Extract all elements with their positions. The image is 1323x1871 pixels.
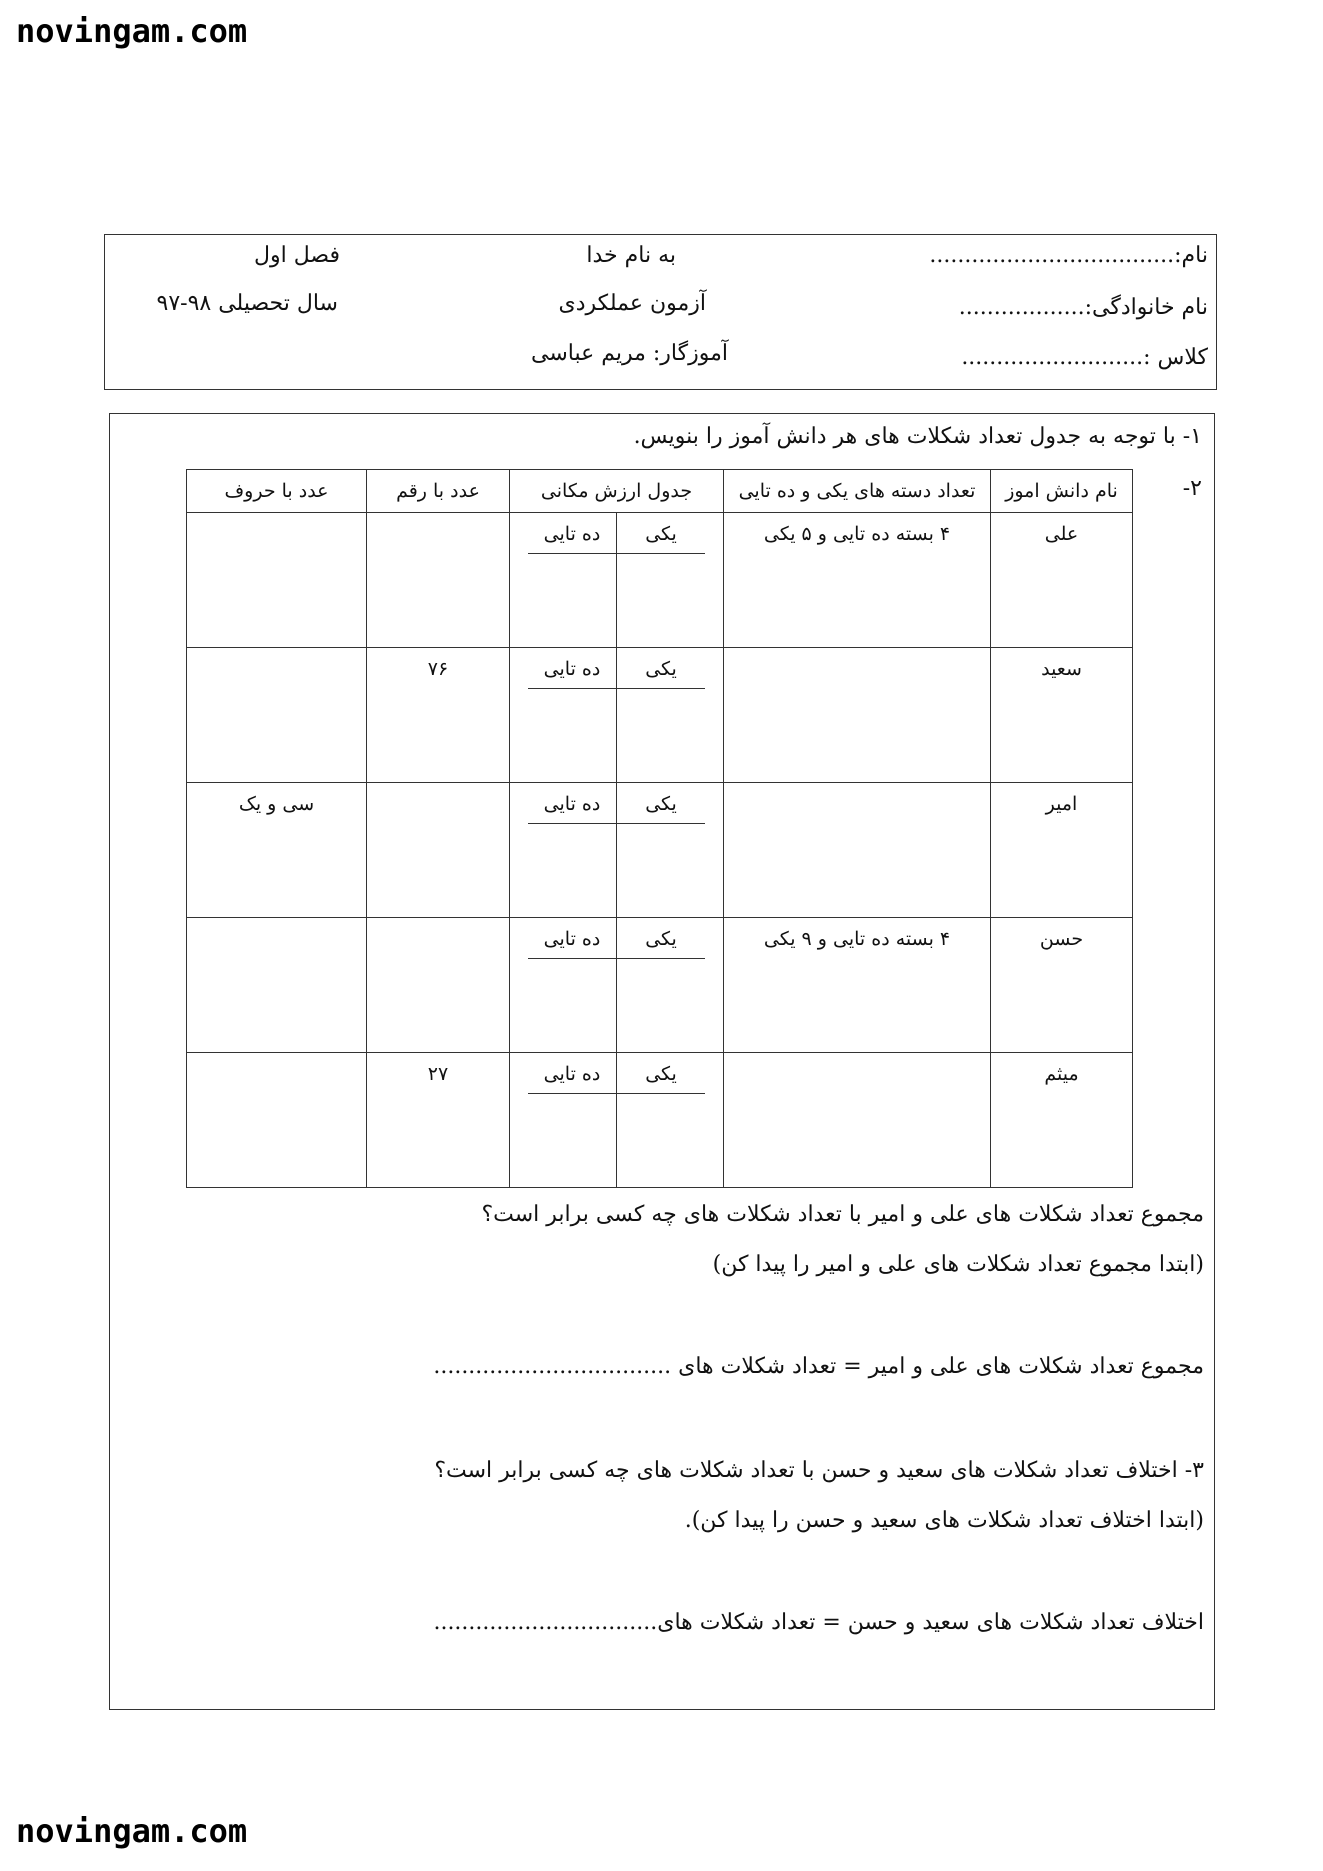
- student-name: امیر: [1045, 793, 1078, 815]
- sum-answer-line: مجموع تعداد شکلات های علی و امیر = تعداد شکلات های ..................................: [433, 1354, 1204, 1379]
- ones-label: یکی: [617, 793, 705, 824]
- exam-title: آزمون عملکردی: [558, 291, 706, 316]
- teacher-name: آموزگار: مریم عباسی: [530, 341, 728, 366]
- question-1: ۱- با توجه به جدول تعداد شکلات های هر دانش آموز را بنویس.: [633, 424, 1202, 449]
- student-name: سعید: [1041, 658, 1082, 680]
- class-field: کلاس :..........................: [961, 345, 1208, 370]
- name-field: نام:...................................: [929, 243, 1208, 268]
- sum-hint: (ابتدا مجموع تعداد شکلات های علی و امیر را پیدا کن): [712, 1252, 1204, 1277]
- tens-label: ده تایی: [528, 523, 616, 554]
- words-cell: سی و یک: [238, 793, 315, 815]
- groups-cell: ۴ بسته ده تایی و ۹ یکی: [763, 928, 951, 950]
- table-row: [187, 513, 1133, 648]
- bismillah: به نام خدا: [586, 243, 676, 268]
- ones-label: یکی: [617, 523, 705, 554]
- table-row: [187, 783, 1133, 918]
- place-value-cell: [510, 918, 723, 1052]
- chocolates-table: [186, 469, 1133, 1188]
- digits-cell: ۷۶: [427, 658, 449, 680]
- ones-label: یکی: [617, 928, 705, 959]
- question-3-hint: (ابتدا اختلاف تعداد شکلات های سعید و حسن را پیدا کن).: [684, 1508, 1204, 1533]
- chapter-label: فصل اول: [254, 243, 340, 268]
- question-3-answer-line: اختلاف تعداد شکلات های سعید و حسن = تعداد شکلات های................................: [433, 1610, 1204, 1635]
- place-value-cell: [510, 648, 723, 782]
- place-value-cell: [510, 513, 723, 647]
- ones-label: یکی: [617, 1063, 705, 1094]
- tens-label: ده تایی: [528, 658, 616, 689]
- header-number-digits: عدد با رقم: [367, 470, 510, 513]
- header-number-words: عدد با حروف: [187, 470, 367, 513]
- tens-label: ده تایی: [528, 793, 616, 824]
- question-3: ۳- اختلاف تعداد شکلات های سعید و حسن با تعداد شکلات های چه کسی برابر است؟: [434, 1458, 1204, 1483]
- sum-question: مجموع تعداد شکلات های علی و امیر با تعداد شکلات های چه کسی برابر است؟: [481, 1202, 1204, 1227]
- student-name: علی: [1044, 523, 1079, 545]
- header-place-value: جدول ارزش مکانی: [510, 470, 724, 513]
- family-name-field: نام خانوادگی:..................: [958, 295, 1208, 320]
- digits-cell: ۲۷: [427, 1063, 449, 1085]
- table-row: [187, 648, 1133, 783]
- header-groups: تعداد دسته های یکی و ده تایی: [724, 470, 991, 513]
- ones-label: یکی: [617, 658, 705, 689]
- place-value-cell: [510, 1053, 723, 1187]
- table-row: [187, 1053, 1133, 1188]
- school-year: سال تحصیلی ۹۸-۹۷: [156, 291, 338, 316]
- groups-cell: ۴ بسته ده تایی و ۵ یکی: [763, 523, 951, 545]
- question-2-number: ۲-: [1182, 476, 1202, 501]
- watermark-top: novingam.com: [16, 12, 248, 50]
- watermark-bottom: novingam.com: [16, 1812, 248, 1850]
- exam-header: [104, 234, 1217, 390]
- tens-label: ده تایی: [528, 928, 616, 959]
- table-row: [187, 918, 1133, 1053]
- tens-label: ده تایی: [528, 1063, 616, 1094]
- header-student-name: نام دانش اموز: [991, 470, 1133, 513]
- student-name: میثم: [1044, 1063, 1079, 1085]
- student-name: حسن: [1039, 928, 1084, 950]
- place-value-cell: [510, 783, 723, 917]
